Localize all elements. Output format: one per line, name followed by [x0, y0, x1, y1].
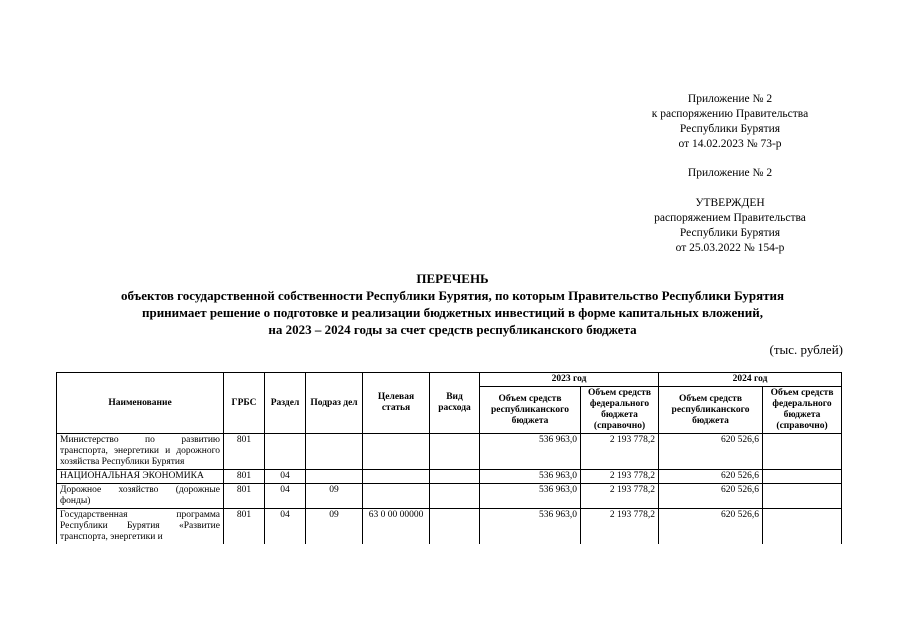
row-expense: [430, 509, 480, 545]
table-row: [57, 484, 842, 509]
row-rep-2023: 536 963,0: [480, 470, 581, 484]
row-grbs: 801: [224, 484, 265, 509]
row-target: [363, 470, 430, 484]
header-rep-budget-2024: Объем средств республиканского бюджета: [659, 387, 763, 434]
row-fed-2023: 2 193 778,2: [581, 484, 659, 509]
annex-number: Приложение № 2: [687, 93, 773, 105]
row-rep-2024: 620 526,6: [659, 470, 763, 484]
row-rep-2024: 620 526,6: [659, 484, 763, 509]
row-name: НАЦИОНАЛЬНАЯ ЭКОНОМИКА: [57, 470, 224, 484]
header-year-2023: 2023 год: [480, 373, 659, 387]
row-section: 04: [265, 509, 306, 545]
table-row: [57, 470, 842, 484]
row-subsection: 09: [306, 484, 363, 509]
row-rep-2024: 620 526,6: [659, 434, 763, 470]
row-rep-2023: 536 963,0: [480, 509, 581, 545]
row-name: Государственная программа Республики Бурятия «Развитие транспорта, энергетики и: [57, 509, 224, 545]
row-grbs: 801: [224, 470, 265, 484]
row-rep-2023: 536 963,0: [480, 434, 581, 470]
row-rep-2024: 620 526,6: [659, 509, 763, 545]
row-name: Дорожное хозяйство (дорожные фонды): [57, 484, 224, 509]
row-expense: [430, 470, 480, 484]
row-fed-2023: 2 193 778,2: [581, 509, 659, 545]
row-target: 63 0 00 00000: [363, 509, 430, 545]
header-target-article: Целевая статья: [363, 373, 430, 434]
annex-amendment-block: [630, 92, 830, 152]
row-name: Министерство по развитию транспорта, энергетики и дорожного хозяйства Республики Бурятия: [57, 434, 224, 470]
row-fed-2024: [763, 470, 842, 484]
annex-reference: к распоряжению Правительства: [651, 108, 809, 120]
header-fed-budget-2023: Объем средств федерального бюджета (справочно): [581, 387, 659, 434]
title-line-2: принимает решение о подготовке и реализации бюджетных инвестиций в форме капитальных вложений,: [141, 305, 764, 320]
annex-original-number: Приложение № 2: [687, 167, 773, 179]
header-subsection: Подраз дел: [306, 373, 363, 434]
row-subsection: 09: [306, 509, 363, 545]
row-subsection: [306, 434, 363, 470]
header-fed-budget-2024: Объем средств федерального бюджета (справочно): [763, 387, 842, 434]
title-heading: ПЕРЕЧЕНЬ: [416, 271, 489, 286]
row-target: [363, 484, 430, 509]
row-expense: [430, 484, 480, 509]
row-fed-2024: [763, 484, 842, 509]
header-section: Раздел: [265, 373, 306, 434]
approval-authority: Республики Бурятия: [679, 227, 781, 239]
row-fed-2024: [763, 509, 842, 545]
document-title: [30, 270, 875, 338]
header-name: Наименование: [57, 373, 224, 434]
row-subsection: [306, 470, 363, 484]
approval-reference: распоряжением Правительства: [654, 212, 806, 224]
header-expense-type: Вид расхода: [430, 373, 480, 434]
annex-date: от 14.02.2023 № 73-р: [678, 138, 782, 150]
row-section: 04: [265, 484, 306, 509]
units-label: (тыс. рублей): [769, 342, 843, 357]
row-section: 04: [265, 470, 306, 484]
row-section: [265, 434, 306, 470]
row-grbs: 801: [224, 509, 265, 545]
row-fed-2023: 2 193 778,2: [581, 434, 659, 470]
row-fed-2023: 2 193 778,2: [581, 470, 659, 484]
header-grbs: ГРБС: [224, 373, 265, 434]
row-fed-2024: [763, 434, 842, 470]
annex-authority: Республики Бурятия: [679, 123, 781, 135]
approval-block: [630, 196, 830, 256]
title-line-1: объектов государственной собственности Республики Бурятия, по которым Правительство Республики Бурятия: [120, 288, 785, 303]
table-row: [57, 509, 842, 545]
row-grbs: 801: [224, 434, 265, 470]
row-target: [363, 434, 430, 470]
approval-date: от 25.03.2022 № 154-р: [675, 242, 785, 254]
row-rep-2023: 536 963,0: [480, 484, 581, 509]
approval-heading: УТВЕРЖДЕН: [695, 197, 765, 209]
row-expense: [430, 434, 480, 470]
title-line-3: на 2023 – 2024 годы за счет средств республиканского бюджета: [268, 322, 637, 337]
header-year-2024: 2024 год: [659, 373, 842, 387]
table-row: [57, 434, 842, 470]
capital-investment-table: [56, 372, 842, 544]
header-rep-budget-2023: Объем средств республиканского бюджета: [480, 387, 581, 434]
